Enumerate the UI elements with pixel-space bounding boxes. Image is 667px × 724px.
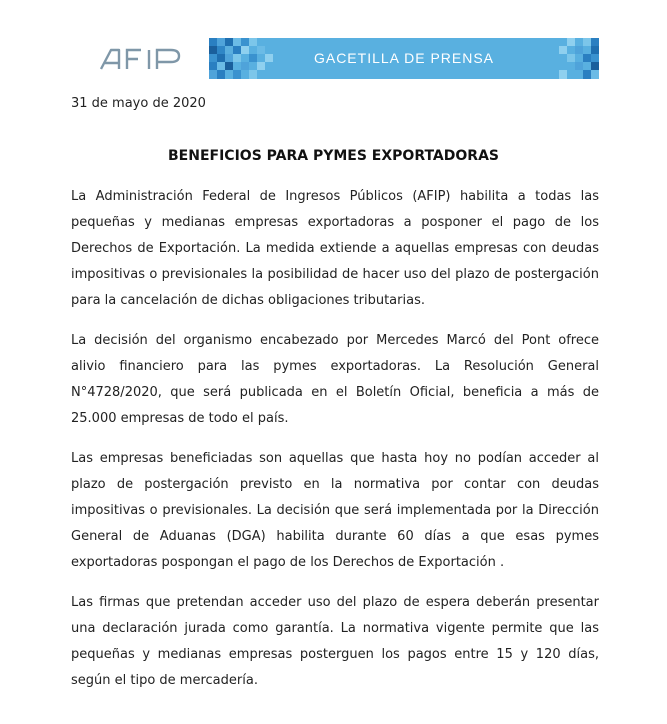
afip-logo — [99, 47, 183, 71]
paragraph-4: Las firmas que pretendan acceder uso del plazo de espera deberán presentar una declaración jurada como garantía. La normativa vigente permite que las pequeñas y medianas empresas posterguen los pagos entre 15 y 120 días, según el tipo de mercadería. — [71, 595, 599, 688]
mosaic-pattern-right — [539, 38, 599, 79]
mosaic-pattern-left — [209, 38, 289, 79]
afip-logo-icon — [99, 47, 183, 71]
paragraph-1: La Administración Federal de Ingresos Públicos (AFIP) habilita a todas las pequeñas y medianas empresas exportadoras a posponer el pago de los Derechos de Exportación. La medida extiende a aquellas empresas con deudas impositivas o previsionales la posibilidad de hacer uso del plazo de postergación para la cancelación de dichas obligaciones tributarias. — [71, 189, 599, 308]
publication-date: 31 de mayo de 2020 — [71, 96, 206, 111]
press-banner — [209, 38, 599, 79]
banner-title: GACETILLA DE PRENSA — [313, 50, 495, 66]
article-title: BENEFICIOS PARA PYMES EXPORTADORAS — [168, 148, 499, 164]
paragraph-2: La decisión del organismo encabezado por Mercedes Marcó del Pont ofrece alivio financiero para las pymes exportadoras. La Resolución General N°4728/2020, que será publicada en el Boletín Oficial, beneficia a más de 25.000 empresas de todo el país. — [71, 333, 599, 426]
press-header — [0, 0, 667, 95]
article-body — [71, 184, 599, 708]
paragraph-3: Las empresas beneficiadas son aquellas que hasta hoy no podían acceder al plazo de postergación previsto en la normativa por contar con deudas impositivas o previsionales. La decisión que será implementada por la Dirección General de Aduanas (DGA) habilita durante 60 días a que esas pymes exportadoras pospongan el pago de los Derechos de Exportación . — [71, 451, 599, 570]
